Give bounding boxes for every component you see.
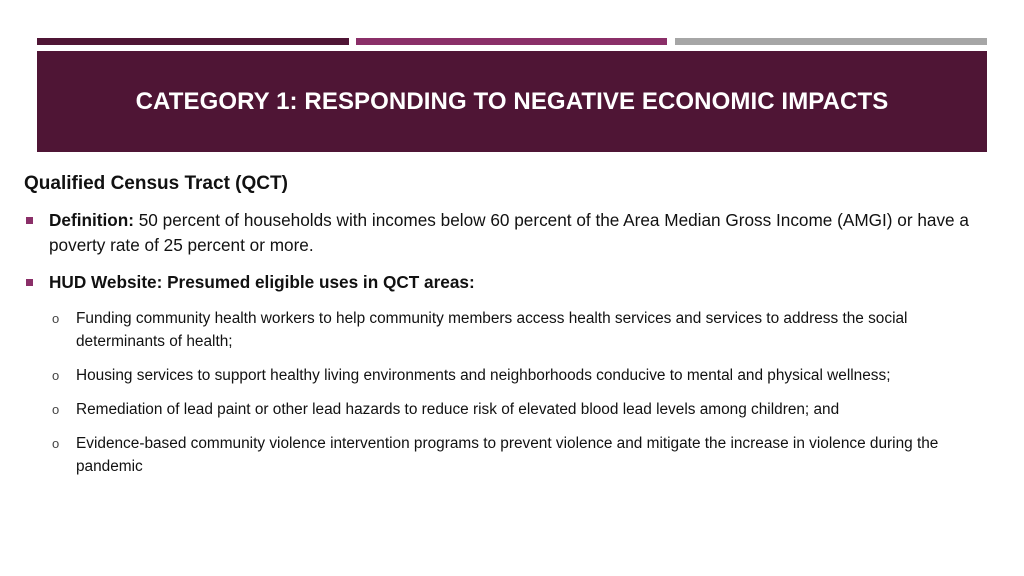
circle-bullet-icon: o xyxy=(52,311,60,326)
list-item-text: Remediation of lead paint or other lead hazards to reduce risk of elevated blood lead levels among children; and xyxy=(76,401,840,418)
accent-stripe-mid xyxy=(356,38,667,45)
accent-stripe-gray xyxy=(675,38,987,45)
accent-stripe-dark xyxy=(37,38,349,45)
circle-bullet-icon: o xyxy=(52,436,60,451)
list-item-text: Evidence-based community violence intervention programs to prevent violence and mitigate the increase in violence during the pandemic xyxy=(76,435,939,475)
bullet-label: Definition: xyxy=(49,210,134,230)
list-item xyxy=(50,364,999,387)
slide-content xyxy=(24,173,999,489)
title-banner xyxy=(37,51,987,152)
square-bullet-icon xyxy=(26,217,33,224)
circle-bullet-icon: o xyxy=(52,402,60,417)
list-item xyxy=(50,398,999,421)
bullet-label: HUD Website: Presumed eligible uses in QCT areas: xyxy=(49,272,475,292)
square-bullet-icon xyxy=(26,279,33,286)
bullet-hud-website xyxy=(24,270,999,295)
list-item-text: Housing services to support healthy living environments and neighborhoods conducive to mental and physical wellness; xyxy=(76,367,891,384)
list-item xyxy=(50,307,999,353)
section-heading: Qualified Census Tract (QCT) xyxy=(24,173,288,194)
list-item xyxy=(50,432,999,478)
slide-title: CATEGORY 1: RESPONDING TO NEGATIVE ECONOMIC IMPACTS xyxy=(135,87,889,115)
bullet-text: 50 percent of households with incomes below 60 percent of the Area Median Gross Income (AMGI) or have a poverty rate of 25 percent or more. xyxy=(49,210,969,255)
eligible-uses-list xyxy=(24,307,999,478)
list-item-text: Funding community health workers to help community members access health services and services to address the social determinants of health; xyxy=(76,310,908,350)
circle-bullet-icon: o xyxy=(52,368,60,383)
bullet-definition xyxy=(24,208,999,258)
